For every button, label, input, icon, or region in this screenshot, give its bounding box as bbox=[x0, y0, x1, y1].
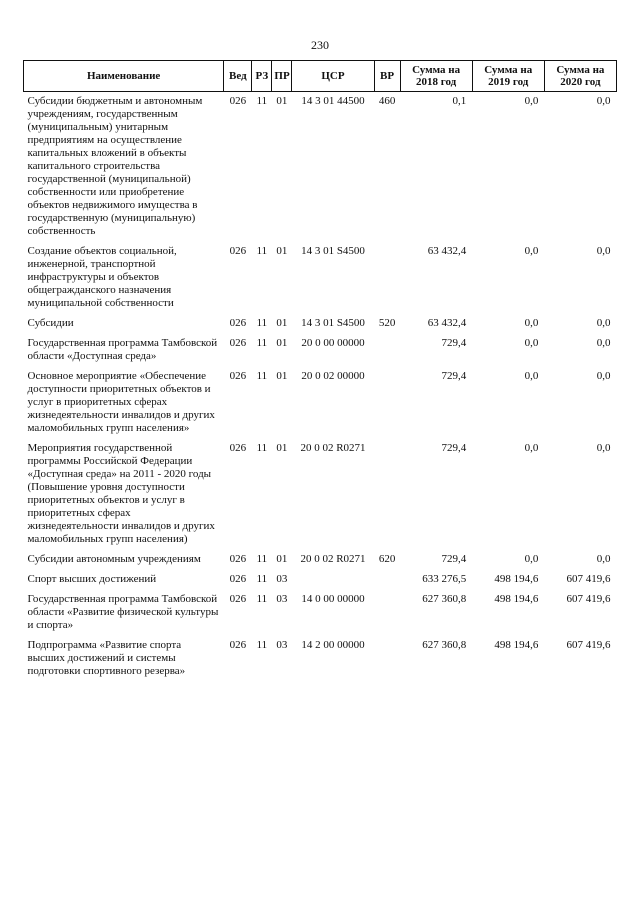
csr-cell: 14 3 01 S4500 bbox=[301, 245, 365, 257]
vr-cell: 460 bbox=[378, 95, 396, 107]
sum-2019-cell: 498 194,6 bbox=[494, 593, 539, 605]
vr-cell bbox=[374, 636, 400, 682]
sum-2020-cell: 0,0 bbox=[596, 317, 611, 329]
vr-cell bbox=[374, 590, 400, 636]
sum-2018-cell: 729,4 bbox=[441, 442, 467, 454]
pr-cell: 01 bbox=[276, 553, 288, 565]
name-cell: Субсидии бюджетным и автономным учреждениям, государственным (муниципальным) унитарным предприятиям на осуществление капитальных вложений в объекты капитального строительства государственной (муниципальной) собственности или приобретение объектов недвижимого имущества в государственную (муниципальную) собственность bbox=[27, 95, 203, 237]
pr-cell: 01 bbox=[276, 245, 288, 257]
name-cell: Создание объектов социальной, инженерной, транспортной инфраструктуры и объектов общегражданского назначения муниципальной собственности bbox=[27, 245, 177, 309]
table-header-row bbox=[24, 61, 617, 92]
name-cell: Субсидии автономным учреждениям bbox=[27, 553, 201, 565]
pr-cell: 01 bbox=[276, 337, 288, 349]
sum-2020-cell: 607 419,6 bbox=[566, 593, 611, 605]
ved-cell: 026 bbox=[229, 639, 247, 651]
name-cell: Мероприятия государственной программы Российской Федерации «Доступная среда» на 2011 - 2020 годы (Повышение уровня доступности приоритетных объектов и услуг в приоритетных сферах жизнедеятельности инвалидов и других маломобильных групп населения) bbox=[27, 442, 215, 545]
csr-cell: 20 0 00 00000 bbox=[301, 337, 365, 349]
sum-2020-cell: 607 419,6 bbox=[566, 573, 611, 585]
rz-cell: 11 bbox=[256, 573, 268, 585]
header-rz: РЗ bbox=[252, 61, 272, 92]
vr-cell: 620 bbox=[378, 553, 396, 565]
sum-2020-cell: 0,0 bbox=[596, 245, 611, 257]
table-row bbox=[24, 314, 617, 334]
sum-2020-cell: 0,0 bbox=[596, 370, 611, 382]
ved-cell: 026 bbox=[229, 593, 247, 605]
vr-cell bbox=[374, 570, 400, 590]
table-row bbox=[24, 636, 617, 682]
csr-cell: 20 0 02 R0271 bbox=[300, 442, 366, 454]
sum-2019-cell: 0,0 bbox=[524, 337, 539, 349]
sum-2018-cell: 729,4 bbox=[441, 370, 467, 382]
sum-2019-cell: 498 194,6 bbox=[494, 639, 539, 651]
sum-2018-cell: 627 360,8 bbox=[422, 639, 467, 651]
sum-2018-cell: 633 276,5 bbox=[422, 573, 467, 585]
pr-cell: 03 bbox=[276, 593, 288, 605]
csr-cell: 14 2 00 00000 bbox=[301, 639, 365, 651]
table-row bbox=[24, 92, 617, 243]
header-vr: ВР bbox=[374, 61, 400, 92]
rz-cell: 11 bbox=[256, 370, 268, 382]
name-cell: Государственная программа Тамбовской области «Развитие физической культуры и спорта» bbox=[27, 593, 219, 631]
rz-cell: 11 bbox=[256, 639, 268, 651]
table-row bbox=[24, 367, 617, 439]
sum-2019-cell: 0,0 bbox=[524, 95, 539, 107]
header-sum-2018: Сумма на 2018 год bbox=[400, 61, 472, 92]
pr-cell: 03 bbox=[276, 639, 288, 651]
sum-2019-cell: 0,0 bbox=[524, 553, 539, 565]
rz-cell: 11 bbox=[256, 553, 268, 565]
vr-cell bbox=[374, 334, 400, 367]
rz-cell: 11 bbox=[256, 95, 268, 107]
page-number: 230 bbox=[311, 38, 329, 52]
sum-2019-cell: 0,0 bbox=[524, 245, 539, 257]
name-cell: Основное мероприятие «Обеспечение доступности приоритетных объектов и услуг в приоритетных сферах жизнедеятельности инвалидов и других маломобильных групп населения» bbox=[27, 370, 215, 434]
table-row bbox=[24, 242, 617, 314]
sum-2019-cell: 0,0 bbox=[524, 317, 539, 329]
rz-cell: 11 bbox=[256, 245, 268, 257]
sum-2019-cell: 498 194,6 bbox=[494, 573, 539, 585]
table-row bbox=[24, 334, 617, 367]
sum-2020-cell: 0,0 bbox=[596, 442, 611, 454]
vr-cell: 520 bbox=[378, 317, 396, 329]
ved-cell: 026 bbox=[229, 442, 247, 454]
sum-2018-cell: 63 432,4 bbox=[427, 245, 467, 257]
table-row bbox=[24, 550, 617, 570]
name-cell: Государственная программа Тамбовской области «Доступная среда» bbox=[27, 337, 218, 362]
sum-2020-cell: 0,0 bbox=[596, 95, 611, 107]
table-row bbox=[24, 439, 617, 550]
sum-2020-cell: 607 419,6 bbox=[566, 639, 611, 651]
sum-2018-cell: 729,4 bbox=[441, 553, 467, 565]
rz-cell: 11 bbox=[256, 317, 268, 329]
pr-cell: 03 bbox=[276, 573, 288, 585]
header-name: Наименование bbox=[24, 61, 224, 92]
header-csr: ЦСР bbox=[292, 61, 374, 92]
header-pr: ПР bbox=[272, 61, 292, 92]
csr-cell: 20 0 02 R0271 bbox=[300, 553, 366, 565]
name-cell: Спорт высших достижений bbox=[27, 573, 157, 585]
sum-2019-cell: 0,0 bbox=[524, 442, 539, 454]
sum-2018-cell: 729,4 bbox=[441, 337, 467, 349]
rz-cell: 11 bbox=[256, 442, 268, 454]
csr-cell bbox=[292, 570, 374, 590]
vr-cell bbox=[374, 439, 400, 550]
name-cell: Подпрограмма «Развитие спорта высших достижений и системы подготовки спортивного резерва» bbox=[27, 639, 186, 677]
sum-2018-cell: 63 432,4 bbox=[427, 317, 467, 329]
csr-cell: 14 3 01 S4500 bbox=[301, 317, 365, 329]
budget-table bbox=[23, 60, 617, 682]
table-body bbox=[24, 92, 617, 683]
table-row bbox=[24, 570, 617, 590]
pr-cell: 01 bbox=[276, 370, 288, 382]
vr-cell bbox=[374, 367, 400, 439]
pr-cell: 01 bbox=[276, 442, 288, 454]
rz-cell: 11 bbox=[256, 593, 268, 605]
table-row bbox=[24, 590, 617, 636]
vr-cell bbox=[374, 242, 400, 314]
rz-cell: 11 bbox=[256, 337, 268, 349]
sum-2018-cell: 0,1 bbox=[452, 95, 467, 107]
csr-cell: 14 3 01 44500 bbox=[301, 95, 365, 107]
header-sum-2019: Сумма на 2019 год bbox=[472, 61, 544, 92]
pr-cell: 01 bbox=[276, 317, 288, 329]
ved-cell: 026 bbox=[229, 95, 247, 107]
ved-cell: 026 bbox=[229, 337, 247, 349]
csr-cell: 20 0 02 00000 bbox=[301, 370, 365, 382]
sum-2020-cell: 0,0 bbox=[596, 553, 611, 565]
csr-cell: 14 0 00 00000 bbox=[301, 593, 365, 605]
sum-2018-cell: 627 360,8 bbox=[422, 593, 467, 605]
sum-2020-cell: 0,0 bbox=[596, 337, 611, 349]
ved-cell: 026 bbox=[229, 317, 247, 329]
ved-cell: 026 bbox=[229, 370, 247, 382]
header-ved: Вед bbox=[224, 61, 252, 92]
sum-2019-cell: 0,0 bbox=[524, 370, 539, 382]
name-cell: Субсидии bbox=[27, 317, 74, 329]
pr-cell: 01 bbox=[276, 95, 288, 107]
header-sum-2020: Сумма на 2020 год bbox=[544, 61, 616, 92]
ved-cell: 026 bbox=[229, 553, 247, 565]
ved-cell: 026 bbox=[229, 245, 247, 257]
ved-cell: 026 bbox=[229, 573, 247, 585]
